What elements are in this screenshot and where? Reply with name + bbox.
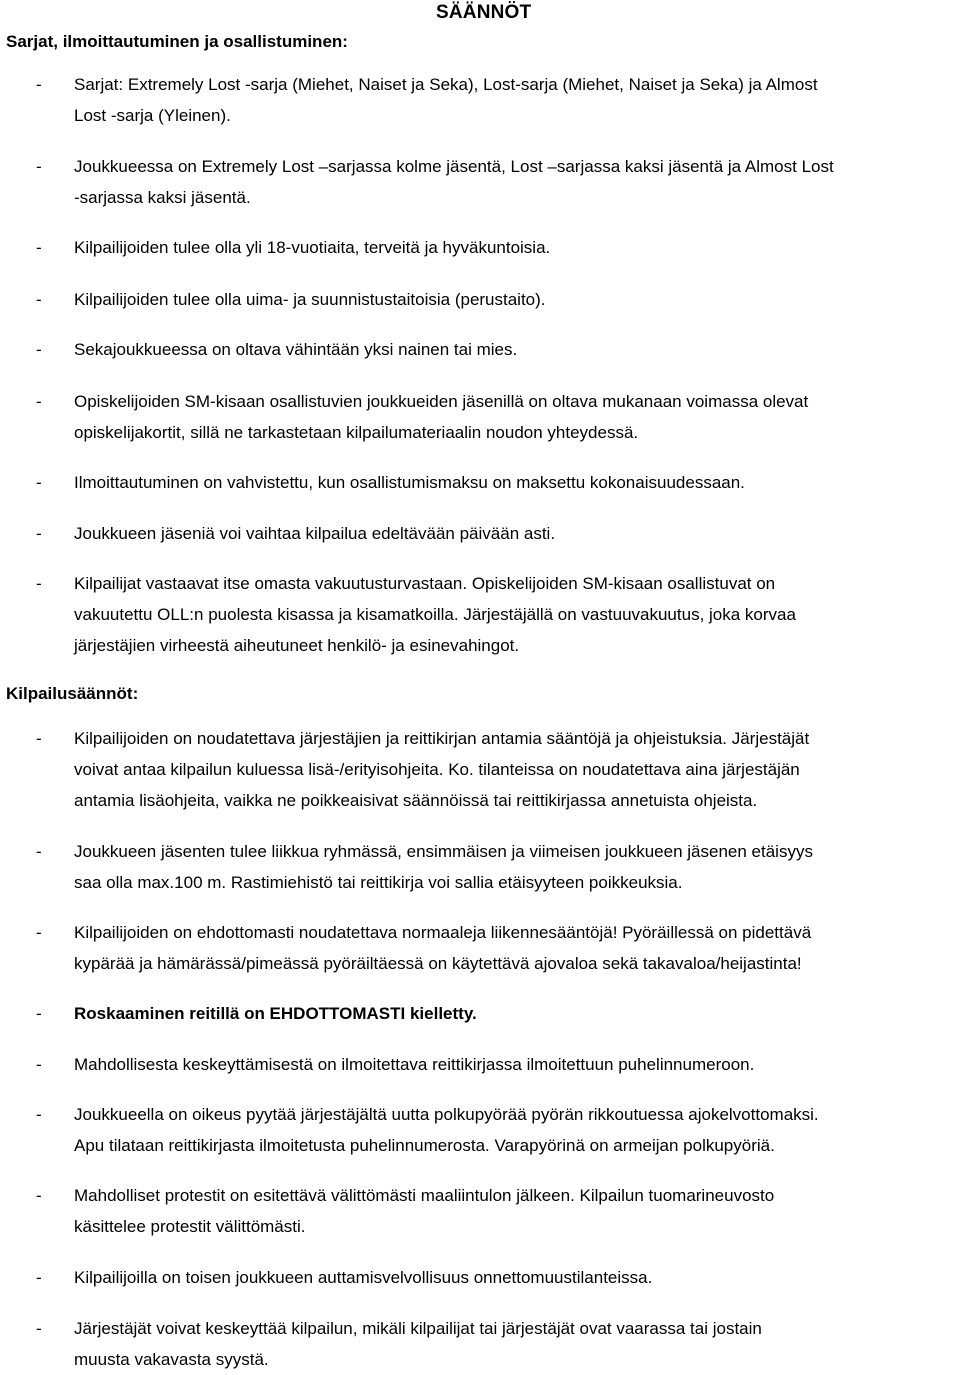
list-item: [36, 1262, 956, 1293]
list-item-text: Joukkueella on oikeus pyytää järjestäjältä uutta polkupyörää pyörän rikkoutuessa ajokelvottomaksi. Apu tilataan reittikirjasta ilmoitetusta puhelinnumerosta. Varapyörinä on armeijan polkupyöriä.: [74, 1105, 819, 1155]
bullet-dash: -: [36, 157, 42, 176]
list-item-text: Kilpailijat vastaavat itse omasta vakuutusturvastaan. Opiskelijoiden SM-kisaan osallistuvat on vakuutettu OLL:n puolesta kisassa ja kisamatkoilla. Järjestäjällä on vastuuvakuutus, joka korvaa järjestäjien virheestä aiheutuneet henkilö- ja esinevahingot.: [74, 574, 796, 655]
bullet-dash: -: [36, 1186, 42, 1205]
list-item: [36, 568, 956, 661]
bullet-dash: -: [36, 340, 42, 359]
list-item-text: Mahdolliset protestit on esitettävä välittömästi maaliintulon jälkeen. Kilpailun tuomarineuvosto käsittelee protestit välittömästi.: [74, 1186, 775, 1236]
bullet-dash: -: [36, 392, 42, 411]
bullet-dash: -: [36, 524, 42, 543]
list-item-text: Kilpailijoiden on noudatettava järjestäjien ja reittikirjan antamia sääntöjä ja ohjeistuksia. Järjestäjät voivat antaa kilpailun kuluessa lisä-/erityisohjeita. Ko. tilanteissa on noudatettava aina järjestäjän antamia lisäohjeita, vaikka ne poikkeaisivat säännöissä tai reittikirjassa annetuista ohjeista.: [74, 729, 810, 810]
list-item-text: Kilpailijoiden tulee olla yli 18-vuotiaita, terveitä ja hyväkuntoisia.: [74, 238, 551, 257]
list-item: [36, 232, 956, 263]
list-item-text: Roskaaminen reitillä on EHDOTTOMASTI kielletty.: [74, 1004, 477, 1023]
bullet-dash: -: [36, 923, 42, 942]
section-heading-registration: Sarjat, ilmoittautuminen ja osallistuminen:: [6, 32, 348, 51]
list-item-text: Ilmoittautuminen on vahvistettu, kun osallistumismaksu on maksettu kokonaisuudessaan.: [74, 473, 745, 492]
bullet-dash: -: [36, 574, 42, 593]
list-item: [36, 1099, 956, 1161]
bullet-dash: -: [36, 1004, 42, 1023]
bullet-dash: -: [36, 1319, 42, 1338]
list-item-text: Kilpailijoiden tulee olla uima- ja suunnistustaitoisia (perustaito).: [74, 290, 546, 309]
list-item: [36, 1180, 956, 1242]
bullet-dash: -: [36, 1268, 42, 1287]
list-item-text: Kilpailijoiden on ehdottomasti noudatettava normaaleja liikennesääntöjä! Pyöräillessä on pidettävä kypärää ja hämärässä/pimeässä pyöräiltäessä on käytettävä ajovaloa sekä takavaloa/heijastinta!: [74, 923, 812, 973]
list-item-text: Joukkueessa on Extremely Lost –sarjassa kolme jäsentä, Lost –sarjassa kaksi jäsentä ja Almost Lost -sarjassa kaksi jäsentä.: [74, 157, 834, 207]
list-item: [36, 836, 956, 898]
bullet-dash: -: [36, 842, 42, 861]
list-item-text: Sarjat: Extremely Lost -sarja (Miehet, Naiset ja Seka), Lost-sarja (Miehet, Naiset ja Seka) ja Almost Lost -sarja (Yleinen).: [74, 75, 818, 125]
list-item-warning: [36, 998, 956, 1029]
bullet-dash: -: [36, 290, 42, 309]
list-item-text: Joukkueen jäsenten tulee liikkua ryhmässä, ensimmäisen ja viimeisen joukkueen jäsenen etäisyys saa olla max.100 m. Rastimiehistö tai reittikirja voi sallia etäisyyteen poikkeuksia.: [74, 842, 813, 892]
list-item: [36, 1313, 956, 1375]
list-item: [36, 69, 956, 131]
bullet-dash: -: [36, 75, 42, 94]
section-heading-competition-rules: Kilpailusäännöt:: [6, 684, 139, 703]
list-item-text: Mahdollisesta keskeyttämisestä on ilmoitettava reittikirjassa ilmoitettuun puhelinnumeroon.: [74, 1055, 755, 1074]
list-item: [36, 467, 956, 498]
list-item-text: Sekajoukkueessa on oltava vähintään yksi nainen tai mies.: [74, 340, 518, 359]
bullet-dash: -: [36, 1105, 42, 1124]
bullet-dash: -: [36, 473, 42, 492]
list-item-text: Joukkueen jäseniä voi vaihtaa kilpailua edeltävään päivään asti.: [74, 524, 556, 543]
list-item: [36, 723, 956, 816]
bullet-dash: -: [36, 238, 42, 257]
list-item: [36, 284, 956, 315]
list-item-text: Opiskelijoiden SM-kisaan osallistuvien joukkueiden jäsenillä on oltava mukanaan voimassa olevat opiskelijakortit, sillä ne tarkastetaan kilpailumateriaalin noudon yhteydessä.: [74, 392, 809, 442]
list-item: [36, 1049, 956, 1080]
list-item-text: Järjestäjät voivat keskeyttää kilpailun, mikäli kilpailijat tai järjestäjät ovat vaarassa tai jostain muusta vakavasta syystä.: [74, 1319, 762, 1369]
list-item: [36, 386, 956, 448]
bullet-dash: -: [36, 729, 42, 748]
list-item-text: Kilpailijoilla on toisen joukkueen auttamisvelvollisuus onnettomuustilanteissa.: [74, 1268, 653, 1287]
bullet-dash: -: [36, 1055, 42, 1074]
list-item: [36, 151, 956, 213]
document-title: SÄÄNNÖT: [436, 2, 532, 23]
list-item: [36, 334, 956, 365]
list-item: [36, 518, 956, 549]
list-item: [36, 917, 956, 979]
